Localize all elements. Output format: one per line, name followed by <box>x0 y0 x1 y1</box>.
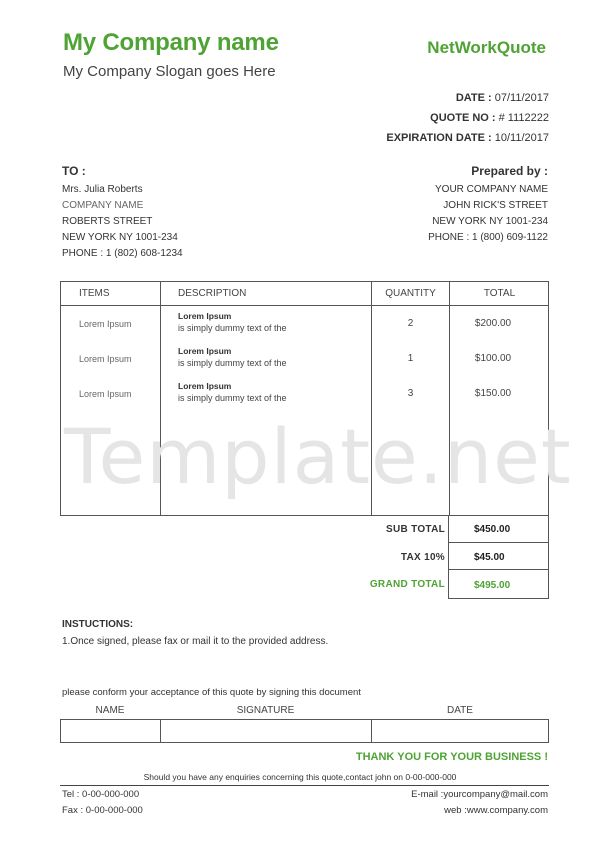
footer-web[interactable]: web :www.company.com <box>444 805 548 816</box>
signature-header-name: NAME <box>95 705 125 716</box>
grand-total-label: GRAND TOTAL <box>369 579 445 590</box>
to-title: TO : <box>62 164 86 178</box>
item-quantity: 2 <box>407 318 414 329</box>
footer-tel: Tel : 0-00-000-000 <box>62 789 140 800</box>
expiration-row <box>386 132 549 144</box>
item-total: $200.00 <box>474 318 512 329</box>
footer-fax: Fax : 0-00-000-000 <box>62 805 143 816</box>
description-title: Lorem Ipsum <box>178 346 232 356</box>
sender-city: NEW YORK NY 1001-234 <box>432 216 548 227</box>
recipient-name: Mrs. Julia Roberts <box>62 184 143 195</box>
recipient-company: COMPANY NAME <box>62 200 144 211</box>
recipient-phone: PHONE : 1 (802) 608-1234 <box>62 248 183 259</box>
date-field[interactable] <box>372 720 548 742</box>
item-name: Lorem Ipsum <box>79 354 132 364</box>
item-name: Lorem Ipsum <box>79 319 132 329</box>
header-total: TOTAL <box>483 288 516 299</box>
sender-address <box>428 182 548 246</box>
quote-no-row <box>430 112 549 124</box>
quote-no-label: QUOTE NO : <box>430 112 496 124</box>
tax-value: $45.00 <box>474 552 505 563</box>
subtotal-value: $450.00 <box>474 524 511 535</box>
item-description <box>178 381 287 403</box>
sender-phone: PHONE : 1 (800) 609-1122 <box>428 232 548 243</box>
item-name: Lorem Ipsum <box>79 389 132 399</box>
description-text: is simply dummy text of the <box>178 323 287 333</box>
header-divider <box>61 305 548 306</box>
enquiry-text: Should you have any enquiries concerning this quote,contact john on 0-00-000-000 <box>143 772 457 782</box>
watermark: Template.net <box>64 412 572 501</box>
header-quantity: QUANTITY <box>385 288 436 299</box>
header-items: ITEMS <box>79 288 110 299</box>
signature-header-date: DATE <box>447 705 473 716</box>
description-title: Lorem Ipsum <box>178 381 232 391</box>
quote-no-value: # 1112222 <box>498 112 549 124</box>
name-field[interactable] <box>61 720 160 742</box>
subtotal-label: SUB TOTAL <box>386 524 445 535</box>
date-value: 07/11/2017 <box>494 92 549 104</box>
item-description <box>178 346 287 368</box>
thank-you-message: THANK YOU FOR YOUR BUSINESS ! <box>355 751 548 763</box>
instructions-text: 1.Once signed, please fax or mail it to the provided address. <box>62 636 329 647</box>
footer-divider <box>60 785 549 786</box>
header-description: DESCRIPTION <box>178 288 247 299</box>
totals-divider <box>449 542 548 543</box>
grand-total-value: $495.00 <box>474 580 511 591</box>
item-description <box>178 311 287 333</box>
sender-company: YOUR COMPANY NAME <box>435 184 548 195</box>
document-title: NetWorkQuote <box>427 38 546 57</box>
recipient-street: ROBERTS STREET <box>62 216 153 227</box>
signature-table <box>60 719 549 743</box>
description-text: is simply dummy text of the <box>178 393 287 403</box>
item-total: $150.00 <box>474 388 512 399</box>
expiration-label: EXPIRATION DATE : <box>386 132 492 144</box>
recipient-city: NEW YORK NY 1001-234 <box>62 232 178 243</box>
item-quantity: 1 <box>407 353 414 364</box>
recipient-address <box>62 182 183 262</box>
company-name: My Company name <box>63 29 279 56</box>
acceptance-text: please conform your acceptance of this quote by signing this document <box>62 687 361 698</box>
column-divider <box>160 282 161 515</box>
item-total: $100.00 <box>474 353 512 364</box>
item-quantity: 3 <box>407 388 414 399</box>
totals-divider <box>449 569 548 570</box>
signature-field[interactable] <box>161 720 371 742</box>
tax-label: TAX 10% <box>400 552 445 563</box>
description-title: Lorem Ipsum <box>178 311 232 321</box>
instructions-title: INSTUCTIONS: <box>62 619 134 630</box>
company-slogan: My Company Slogan goes Here <box>63 63 276 80</box>
date-label: DATE : <box>455 92 492 104</box>
expiration-value: 10/11/2017 <box>494 132 549 144</box>
signature-header-signature: SIGNATURE <box>236 705 295 716</box>
footer-email[interactable]: E-mail :yourcompany@mail.com <box>411 789 548 800</box>
sender-street: JOHN RICK'S STREET <box>443 200 548 211</box>
prepared-by-title: Prepared by : <box>471 164 548 178</box>
items-table <box>60 281 549 516</box>
date-row <box>456 92 549 104</box>
description-text: is simply dummy text of the <box>178 358 287 368</box>
